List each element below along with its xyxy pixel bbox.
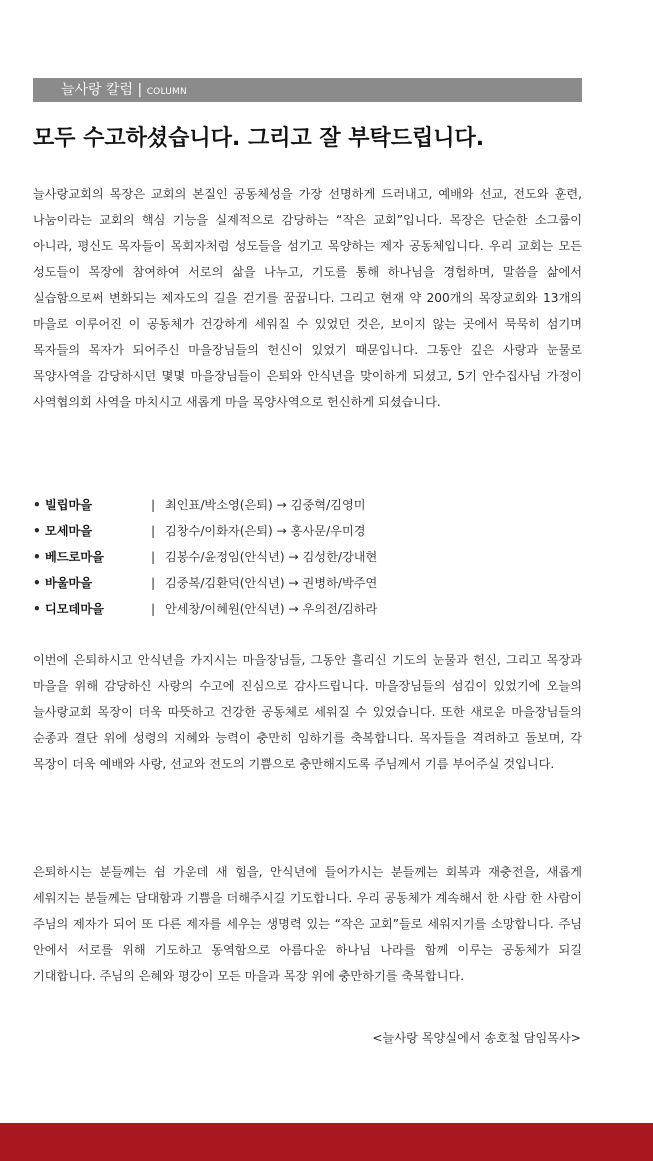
village-separator: | <box>151 602 156 616</box>
footer-bar <box>0 1123 653 1161</box>
column-header-bar <box>33 78 582 102</box>
village-name: 바울마을 <box>45 576 93 590</box>
bullet: • <box>33 576 41 590</box>
village-members: 안세창/이혜원(안식년) → 우의전/김하라 <box>165 602 378 616</box>
village-item <box>33 570 593 596</box>
paragraph-thanks: 이번에 은퇴하시고 안식년을 가지시는 마을장님들, 그동안 흘리신 기도의 눈물과 헌신, 그리고 목장과 마을을 위해 감당하신 사랑의 수고에 진심으로 감사드립니다. 마을장님들의 섬김이 있었기에 오늘의 늘사랑교회 목장이 더욱 따뜻하고 건강한 공동체로 세워질 수 있었습니다. 또한 새로운 마을장님들의 순종과 결단 위에 성령의 지혜와 능력이 충만히 임하기를 축복합니다. 목자들을 격려하고 돌보며, 각 목장이 더욱 예배와 사랑, 선교와 전도의 기쁨으로 충만해지도록 주님께서 기름 부어주실 것입니다. <box>33 653 582 771</box>
column-divider: | <box>137 82 143 98</box>
column-label: 늘사랑 칼럼 <box>61 82 134 98</box>
bullet: • <box>33 602 41 616</box>
village-name: 빌립마을 <box>45 498 93 512</box>
village-members: 김봉수/윤정임(안식년) → 김성한/강내현 <box>165 550 378 564</box>
village-name: 모세마을 <box>45 524 93 538</box>
column-sub-label: COLUMN <box>146 87 187 97</box>
village-members: 김중복/김환덕(안식년) → 권병하/박주연 <box>165 576 378 590</box>
village-separator: | <box>151 498 156 512</box>
village-list <box>33 492 593 622</box>
bullet: • <box>33 498 41 512</box>
village-item <box>33 544 593 570</box>
paragraph-prayer: 은퇴하시는 분들께는 쉼 가운데 새 힘을, 안식년에 들어가시는 분들께는 회복과 재충전을, 새롭게 세워지는 분들께는 담대함과 기쁨을 더해주시길 기도합니다. 우리 공동체가 계속해서 한 사람 한 사람이 주님의 제자가 되어 또 다른 제자를 세우는 생명력 있는 “작은 교회”들로 세워지기를 소망합니다. 주님 안에서 서로를 위해 기도하고 동역함으로 아름다운 하나님 나라를 함께 이루는 공동체가 되길 기대합니다. 주님의 은혜와 평강이 모든 마을과 목장 위에 충만하기를 축복합니다. <box>33 865 582 983</box>
signature: <늘사랑 목양실에서 송호철 담임목사> <box>372 1031 581 1045</box>
village-name: 디모데마을 <box>45 602 104 616</box>
village-members: 김창수/이화자(은퇴) → 홍사문/우미경 <box>165 524 366 538</box>
village-members: 최인표/박소영(은퇴) → 김중혁/김영미 <box>165 498 366 512</box>
village-item <box>33 596 593 622</box>
bullet: • <box>33 550 41 564</box>
village-name: 베드로마을 <box>45 550 104 564</box>
article-title: 모두 수고하셨습니다. 그리고 잘 부탁드립니다. <box>33 126 485 151</box>
village-separator: | <box>151 524 156 538</box>
village-item <box>33 518 593 544</box>
bullet: • <box>33 524 41 538</box>
paragraph-intro: 늘사랑교회의 목장은 교회의 본질인 공동체성을 가장 선명하게 드러내고, 예배와 선교, 전도와 훈련, 나눔이라는 교회의 핵심 기능을 실제적으로 감당하는 “작은 교회”입니다. 목장은 단순한 소그룹이 아니라, 평신도 목자들이 목회자처럼 성도들을 섬기고 목양하는 제자 공동체입니다. 우리 교회는 모든 성도들이 목장에 참여하여 서로의 삶을 나누고, 기도를 통해 하나님을 경험하며, 말씀을 삶에서 실습함으로써 변화되는 제자도의 길을 걷기를 꿈꿉니다. 그리고 현재 약 200개의 목장교회와 13개의 마을로 이루어진 이 공동체가 건강하게 세워질 수 있었던 것은, 보이지 않는 곳에서 묵묵히 섬기며 목자들의 목자가 되어주신 마을장님들의 헌신이 있었기 때문입니다. 그동안 깊은 사랑과 눈물로 목양사역을 감당하시던 몇몇 마을장님들이 은퇴와 안식년을 맞이하게 되셨고, 5기 안수집사님 가정이 사역협의회 사역을 마치시고 새롭게 마을 목양사역으로 헌신하게 되셨습니다. <box>33 187 582 409</box>
village-separator: | <box>151 550 156 564</box>
village-separator: | <box>151 576 156 590</box>
village-item <box>33 492 593 518</box>
